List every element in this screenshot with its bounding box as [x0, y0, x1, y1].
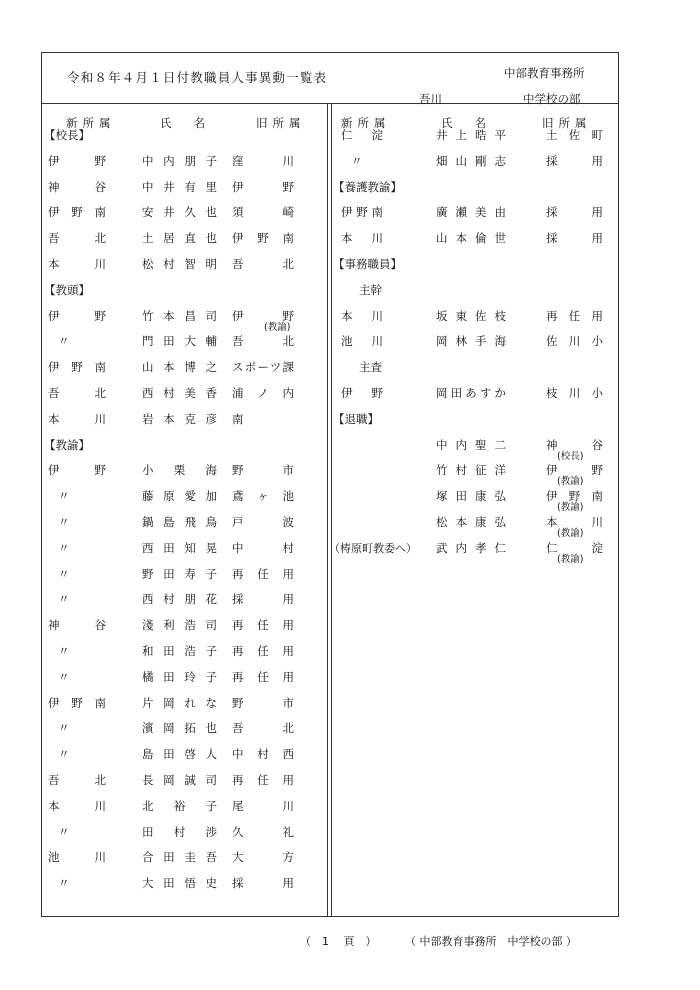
- new-affiliation: 神谷: [48, 179, 106, 194]
- new-affiliation: 吾北: [48, 385, 106, 400]
- table-row: [42, 329, 327, 355]
- person-name: 島田啓人: [142, 747, 217, 762]
- new-affiliation: 本川: [48, 798, 106, 813]
- person-name: 畑山剛志: [436, 153, 506, 168]
- table-row: [331, 304, 619, 330]
- old-affiliation: 佐川小: [546, 334, 603, 349]
- table-row: [42, 587, 327, 613]
- previous-position-note: (教諭): [557, 476, 584, 488]
- new-affiliation: 伊野: [48, 308, 106, 323]
- new-affiliation: 本川: [48, 256, 106, 271]
- old-affiliation: 野市: [232, 695, 294, 710]
- previous-position-note: (教諭): [264, 321, 291, 333]
- person-name: 松村智明: [142, 256, 217, 271]
- table-row: [42, 562, 327, 588]
- transfer-note: （梼原町教委へ）: [329, 541, 417, 555]
- table-row: [331, 226, 619, 252]
- person-name: 竹村征洋: [436, 463, 506, 478]
- new-affiliation: 伊野: [341, 385, 383, 400]
- person-name: 野田寿子: [142, 566, 217, 581]
- person-name: 中内聖二: [436, 437, 506, 452]
- old-affiliation: 窪川: [232, 153, 294, 168]
- new-affiliation: 〃: [58, 592, 70, 607]
- person-name: 和田浩子: [142, 643, 217, 658]
- table-row: [42, 665, 327, 691]
- person-name: 大田悟史: [142, 876, 217, 891]
- old-affiliation: 中村西: [232, 747, 294, 762]
- person-name: 門田大輔: [142, 334, 217, 349]
- new-affiliation: 〃: [58, 489, 70, 504]
- table-row: [331, 484, 619, 514]
- previous-position-note: (教諭): [557, 553, 584, 565]
- category-label: 【校長】: [44, 128, 90, 142]
- area-name: 吾川: [419, 92, 442, 106]
- old-affiliation: 野市: [232, 463, 294, 478]
- old-affiliation: 再任用: [232, 669, 294, 684]
- old-affiliation: 伊野南: [546, 489, 603, 504]
- column-header-new: 新所属: [66, 116, 116, 130]
- table-row: [331, 123, 619, 149]
- category-label: 【事務職員】: [333, 256, 402, 271]
- table-row: [331, 510, 619, 539]
- old-affiliation: 戸波: [232, 514, 294, 529]
- left-column: [42, 103, 327, 897]
- table-row: [42, 149, 327, 175]
- document-frame: [41, 52, 619, 917]
- previous-position-note: (校長): [557, 450, 584, 462]
- table-row: [42, 407, 327, 433]
- category-label: 【教頭】: [44, 282, 90, 297]
- category-heading: [331, 407, 619, 433]
- old-affiliation: 須崎: [232, 205, 294, 220]
- table-row: [331, 458, 619, 488]
- new-affiliation: 伊野: [48, 153, 106, 168]
- old-affiliation: 再任用: [232, 618, 294, 633]
- table-row: [42, 613, 327, 639]
- table-row: [42, 252, 327, 278]
- table-row: [42, 768, 327, 794]
- table-row: [42, 536, 327, 562]
- table-row: [42, 355, 327, 381]
- table-row: [42, 794, 327, 820]
- person-name: 中内朋子: [142, 153, 217, 168]
- new-affiliation: 〃: [58, 669, 70, 684]
- table-row: [329, 536, 619, 565]
- person-name: 濱岡拓也: [142, 721, 217, 736]
- new-affiliation: 吾北: [48, 772, 106, 787]
- table-row: [331, 149, 619, 175]
- column-header-name: 氏名: [160, 116, 227, 130]
- category-label: 【養護教諭】: [333, 179, 402, 194]
- office-name: 中部教育事務所: [504, 66, 585, 80]
- table-row: [42, 226, 327, 252]
- column-header: [42, 103, 327, 130]
- new-affiliation: 本川: [341, 231, 383, 246]
- right-column: [329, 103, 619, 565]
- new-affiliation: 〃: [58, 721, 70, 736]
- old-affiliation: 吾北: [232, 334, 294, 349]
- old-affiliation: 浦ノ内: [232, 385, 294, 400]
- old-affiliation: 本川: [546, 514, 603, 529]
- person-name: 岡林手海: [436, 334, 506, 349]
- old-affiliation: 再任用: [232, 772, 294, 787]
- old-affiliation: 伊野: [232, 179, 294, 194]
- table-row: [42, 716, 327, 742]
- category-heading: [42, 123, 327, 149]
- category-heading: [331, 175, 619, 201]
- new-affiliation: 〃: [58, 514, 70, 529]
- table-row: [331, 200, 619, 226]
- old-affiliation: 採用: [232, 592, 294, 607]
- person-name: 廣瀬美由: [436, 205, 506, 220]
- old-affiliation: 伊野南: [232, 231, 294, 246]
- footer-office-section: （ 中部教育事務所 中学校の部 ）: [405, 935, 577, 948]
- new-affiliation: 仁淀: [341, 128, 383, 142]
- old-affiliation: スポーツ課: [232, 360, 294, 375]
- previous-position-note: (教諭): [557, 527, 584, 539]
- document-title: 令和８年４月１日付教職員人事異動一覧表: [67, 70, 328, 85]
- old-affiliation: 神谷: [546, 437, 603, 452]
- table-row: [42, 510, 327, 536]
- old-affiliation: 吾北: [232, 256, 294, 271]
- person-name: 竹本昌司: [142, 308, 217, 323]
- subcategory-heading: [331, 278, 619, 304]
- table-row: [42, 200, 327, 226]
- person-name: 橘田玲子: [142, 669, 217, 684]
- old-affiliation: 南: [232, 411, 244, 426]
- person-name: 松本康弘: [436, 514, 506, 529]
- old-affiliation: 枝川小: [546, 385, 603, 400]
- person-name: 井上晧平: [436, 128, 506, 142]
- person-name: 土居直也: [142, 231, 217, 246]
- old-affiliation: 伊野: [546, 463, 603, 478]
- old-affiliation: 大方: [232, 850, 294, 865]
- section-name: 中学校の部: [523, 92, 581, 106]
- person-name: 合田圭吾: [142, 850, 217, 865]
- old-affiliation: 再任用: [546, 308, 603, 323]
- column-header-name: 氏名: [441, 116, 508, 130]
- new-affiliation: 〃: [58, 747, 70, 762]
- previous-position-note: (教諭): [557, 502, 584, 514]
- document-header: [42, 53, 618, 104]
- person-name: 長岡誠司: [142, 772, 217, 787]
- new-affiliation: 神谷: [48, 618, 106, 633]
- column-header: [331, 103, 619, 130]
- person-name: 岡田あすか: [436, 385, 506, 400]
- page-number: （ 1 頁 ）: [300, 935, 377, 948]
- person-name: 武内孝仁: [436, 540, 506, 555]
- old-affiliation: 採用: [232, 876, 294, 891]
- subcategory-label: 主幹: [359, 282, 382, 297]
- subcategory-label: 主査: [359, 360, 382, 375]
- category-heading: [42, 278, 327, 304]
- old-affiliation: 吾北: [232, 721, 294, 736]
- person-name: 岩本克彦: [142, 411, 217, 426]
- table-row: [42, 742, 327, 768]
- table-row: [42, 175, 327, 201]
- old-affiliation: 土佐町: [546, 128, 603, 142]
- new-affiliation: 〃: [58, 824, 70, 839]
- person-name: 山本博之: [142, 360, 217, 375]
- old-affiliation: 採用: [546, 153, 603, 168]
- new-affiliation: 〃: [58, 540, 70, 555]
- table-row: [42, 381, 327, 407]
- new-affiliation: 本川: [48, 411, 106, 426]
- person-name: 西田知晃: [142, 540, 217, 555]
- person-name: 安井久也: [142, 205, 217, 220]
- old-affiliation: 仁淀: [546, 540, 603, 555]
- table-row: [42, 639, 327, 665]
- table-row: [42, 458, 327, 484]
- person-name: 塚田康弘: [436, 489, 506, 504]
- person-name: 片岡れな: [142, 695, 217, 710]
- person-name: 小栗海: [142, 463, 217, 478]
- old-affiliation: 鳶ヶ池: [232, 489, 294, 504]
- person-name: 坂東佐枝: [436, 308, 506, 323]
- new-affiliation: 伊野南: [48, 205, 106, 220]
- new-affiliation: 〃: [58, 334, 70, 349]
- old-affiliation: 中村: [232, 540, 294, 555]
- person-name: 鍋島飛鳥: [142, 514, 217, 529]
- person-name: 北裕子: [142, 798, 217, 813]
- table-row: [331, 381, 619, 407]
- old-affiliation: 久礼: [232, 824, 294, 839]
- person-name: 西村美香: [142, 385, 217, 400]
- new-affiliation: 本川: [341, 308, 383, 323]
- category-heading: [331, 252, 619, 278]
- new-affiliation: 伊野: [48, 463, 106, 478]
- table-row: [331, 433, 619, 462]
- old-affiliation: 再任用: [232, 566, 294, 581]
- new-affiliation: 伊野南: [341, 205, 383, 220]
- person-name: 中井有里: [142, 179, 217, 194]
- new-affiliation: 伊野南: [48, 360, 106, 375]
- table-row: [42, 845, 327, 871]
- table-row: [42, 820, 327, 846]
- new-affiliation: 〃: [58, 566, 70, 581]
- new-affiliation: 伊野南: [48, 695, 106, 710]
- person-name: 藤原愛加: [142, 489, 217, 504]
- table-row: [42, 484, 327, 510]
- column-header-old: 旧所属: [542, 116, 592, 130]
- person-name: 田村渉: [142, 824, 217, 839]
- person-name: 淺利浩司: [142, 618, 217, 633]
- old-affiliation: 尾川: [232, 798, 294, 813]
- old-affiliation: 伊野: [232, 308, 294, 323]
- old-affiliation: 採用: [546, 205, 603, 220]
- column-header-old: 旧所属: [256, 116, 306, 130]
- table-row: [331, 329, 619, 355]
- table-row: [42, 304, 327, 333]
- new-affiliation: 池川: [341, 334, 383, 349]
- person-name: 西村朋花: [142, 592, 217, 607]
- old-affiliation: 採用: [546, 231, 603, 246]
- table-row: [42, 871, 327, 897]
- new-affiliation: 池川: [48, 850, 106, 865]
- category-label: 【教諭】: [44, 437, 90, 452]
- table-row: [42, 691, 327, 717]
- column-header-new: 新所属: [341, 116, 391, 130]
- new-affiliation: 〃: [351, 153, 363, 168]
- category-label: 【退職】: [333, 411, 379, 426]
- old-affiliation: 再任用: [232, 643, 294, 658]
- subcategory-heading: [331, 355, 619, 381]
- new-affiliation: 吾北: [48, 231, 106, 246]
- person-name: 山本倫世: [436, 231, 506, 246]
- category-heading: [42, 433, 327, 459]
- new-affiliation: 〃: [58, 643, 70, 658]
- new-affiliation: 〃: [58, 876, 70, 891]
